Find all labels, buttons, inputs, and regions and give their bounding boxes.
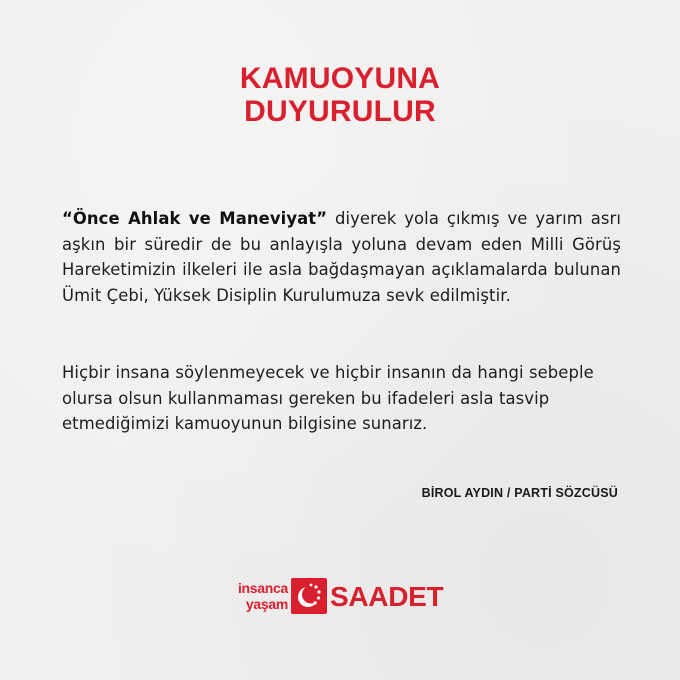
- statement-quote: “Önce Ahlak ve Maneviyat”: [62, 209, 328, 228]
- party-logo: [222, 578, 462, 618]
- page-title-line1: KAMUOYUNA: [239, 62, 441, 95]
- statement-paragraph-1: [62, 206, 621, 308]
- page-title-line2: DUYURULUR: [244, 95, 436, 128]
- brand-name: SAADET: [330, 581, 444, 612]
- slogan: [222, 580, 288, 612]
- slogan-line1: insanca: [237, 580, 288, 596]
- crescent-star-icon: [291, 578, 327, 614]
- slogan-line2: yaşam: [245, 596, 288, 612]
- signature: BİROL AYDIN / PARTİ SÖZCÜSÜ: [421, 486, 618, 500]
- statement-paragraph-1-text: diyerek yola çıkmış ve yarım asrı aşkın bir süredir de bu anlayışla yoluna devam eden Milli Görüş Hareketimizin ilkeleri ile asla bağdaşmayan açıklamalarda bulunan Ümit Çebi, Yüksek Disiplin Kurulumuza sevk edilmiştir.: [62, 209, 621, 305]
- statement-paragraph-2: Hiçbir insana söylenmeyecek ve hiçbir insanın da hangi sebeple olursa olsun kullanmaması gereken bu ifadeleri asla tasvip etmediğimizi kamuoyunun bilgisine sunarız.: [62, 363, 594, 433]
